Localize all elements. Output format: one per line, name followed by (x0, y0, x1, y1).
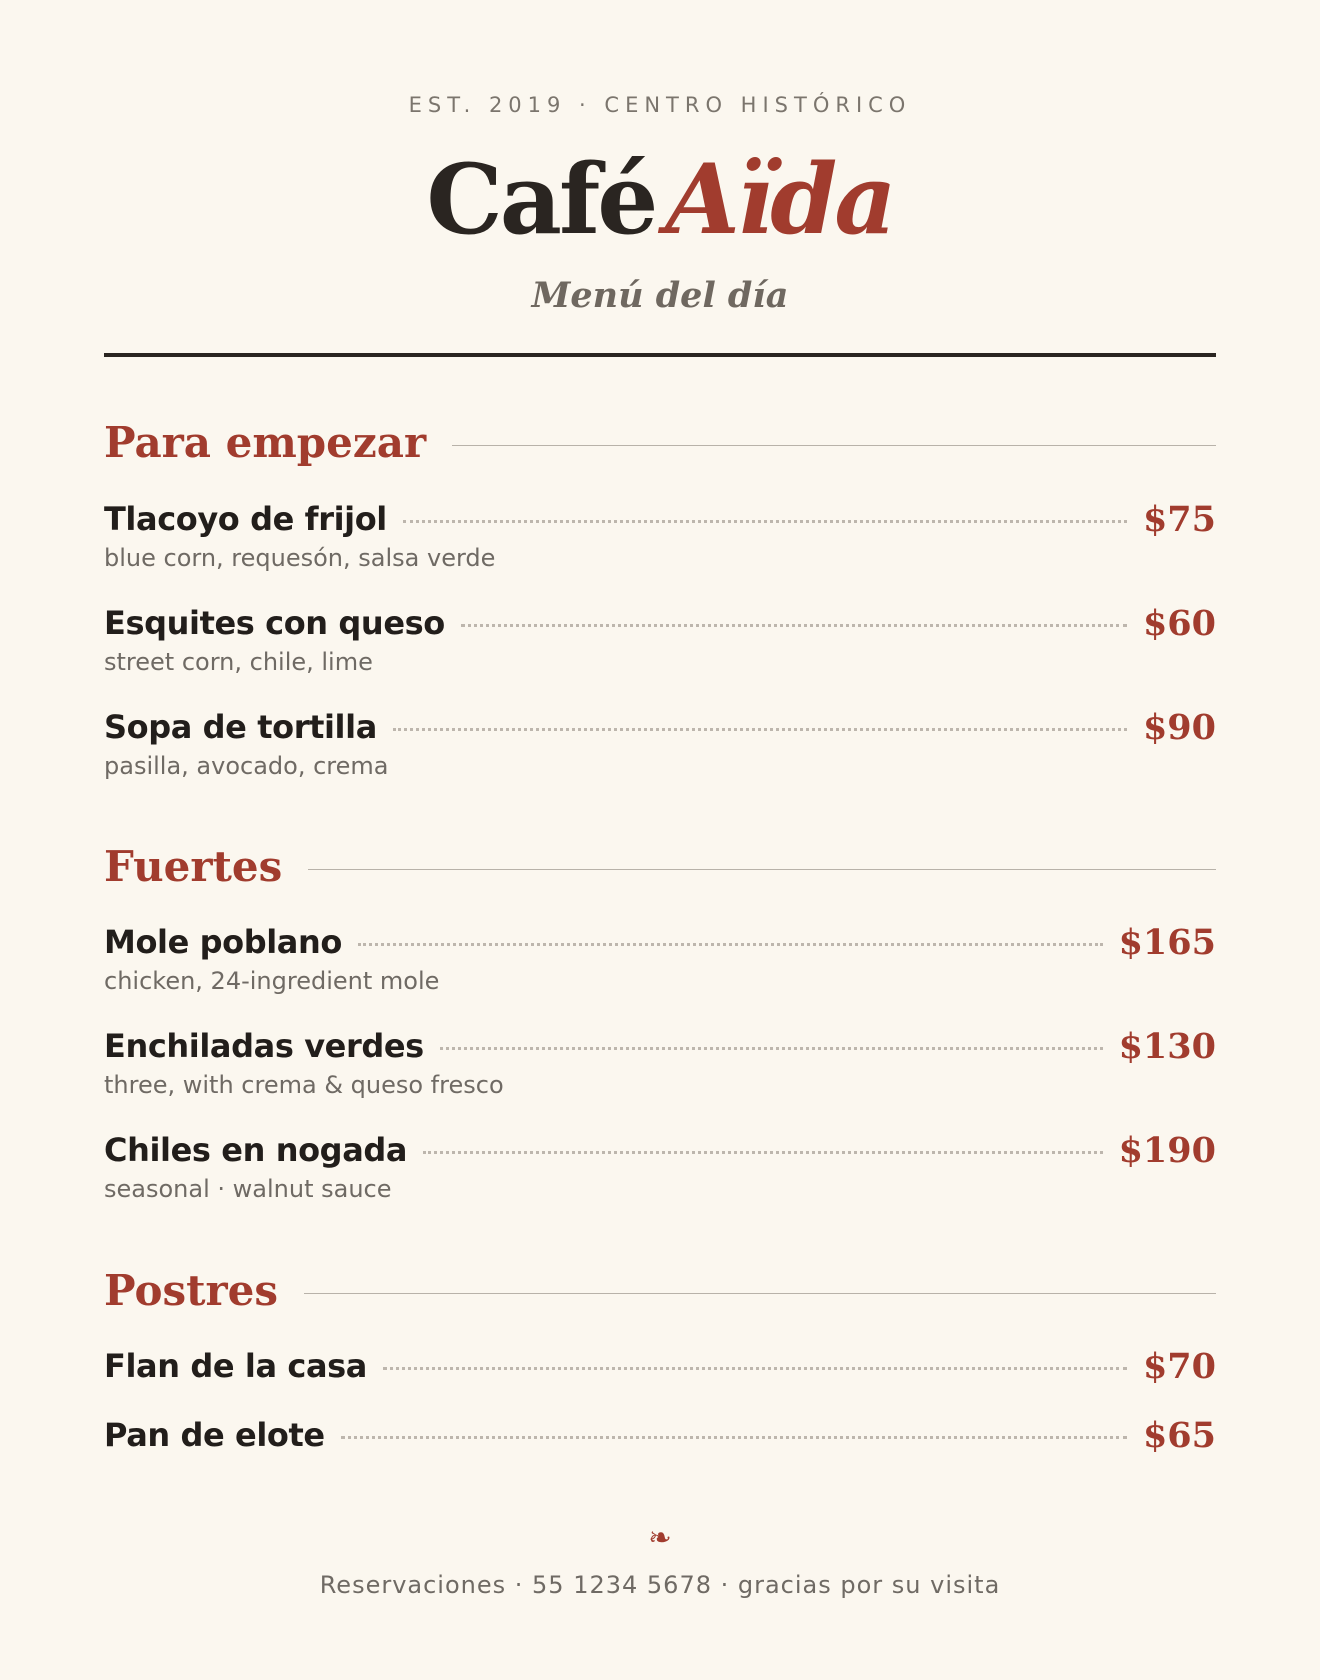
dotted-leader (341, 1436, 1127, 1439)
brand-first-word: Café (426, 143, 656, 256)
menu-subtitle: Menú del día (531, 275, 789, 316)
section-header-para-empezar (104, 417, 1216, 469)
dotted-leader (358, 943, 1103, 946)
menu-item-flan (104, 1346, 1216, 1386)
item-price: $75 (1142, 498, 1216, 540)
footer-text: Reservaciones · 55 1234 5678 · gracias por su visita (319, 1571, 1001, 1599)
item-description: chicken, 24-ingredient mole (104, 967, 440, 995)
menu-item-sopa (104, 707, 1216, 781)
item-price: $90 (1142, 706, 1216, 748)
item-description: seasonal · walnut sauce (104, 1175, 392, 1203)
item-price: $60 (1142, 602, 1216, 644)
item-price: $165 (1118, 921, 1216, 963)
menu-item-mole (104, 922, 1216, 996)
section-divider (304, 1293, 1216, 1294)
floral-ornament-icon: ❧ (648, 1521, 672, 1554)
section-header-postres (104, 1265, 1216, 1317)
section-title: Para empezar (104, 418, 427, 467)
item-description: pasilla, avocado, crema (104, 752, 389, 780)
item-name: Mole poblano (104, 923, 342, 961)
section-header-fuertes (104, 841, 1216, 893)
item-price: $70 (1142, 1345, 1216, 1387)
section-title: Fuertes (104, 842, 283, 891)
tagline: EST. 2019 · CENTRO HISTÓRICO (408, 93, 912, 117)
dotted-leader (440, 1047, 1103, 1050)
section-divider (452, 445, 1216, 446)
header-divider (104, 353, 1216, 357)
item-name: Chiles en nogada (104, 1131, 408, 1169)
item-name: Esquites con queso (104, 604, 445, 642)
item-description: three, with crema & queso fresco (104, 1071, 504, 1099)
menu-item-esquites (104, 603, 1216, 677)
dotted-leader (393, 728, 1127, 731)
item-description: blue corn, requesón, salsa verde (104, 544, 496, 572)
dotted-leader (403, 520, 1127, 523)
menu-item-pan-de-elote (104, 1415, 1216, 1455)
item-name: Enchiladas verdes (104, 1027, 424, 1065)
item-name: Flan de la casa (104, 1347, 368, 1385)
item-price: $65 (1142, 1414, 1216, 1456)
item-price: $130 (1118, 1025, 1216, 1067)
dotted-leader (461, 624, 1127, 627)
item-description: street corn, chile, lime (104, 648, 373, 676)
menu-page (104, 0, 1216, 1680)
brand-title (104, 143, 1216, 256)
brand-second-word: Aïda (665, 143, 894, 256)
item-price: $190 (1118, 1129, 1216, 1171)
section-title: Postres (104, 1266, 279, 1315)
menu-item-tlacoyo (104, 499, 1216, 573)
menu-item-chiles (104, 1130, 1216, 1204)
item-name: Sopa de tortilla (104, 708, 377, 746)
dotted-leader (423, 1151, 1102, 1154)
menu-item-enchiladas (104, 1026, 1216, 1100)
section-divider (308, 869, 1216, 870)
item-name: Tlacoyo de frijol (104, 500, 387, 538)
dotted-leader (383, 1367, 1127, 1370)
item-name: Pan de elote (104, 1416, 325, 1454)
